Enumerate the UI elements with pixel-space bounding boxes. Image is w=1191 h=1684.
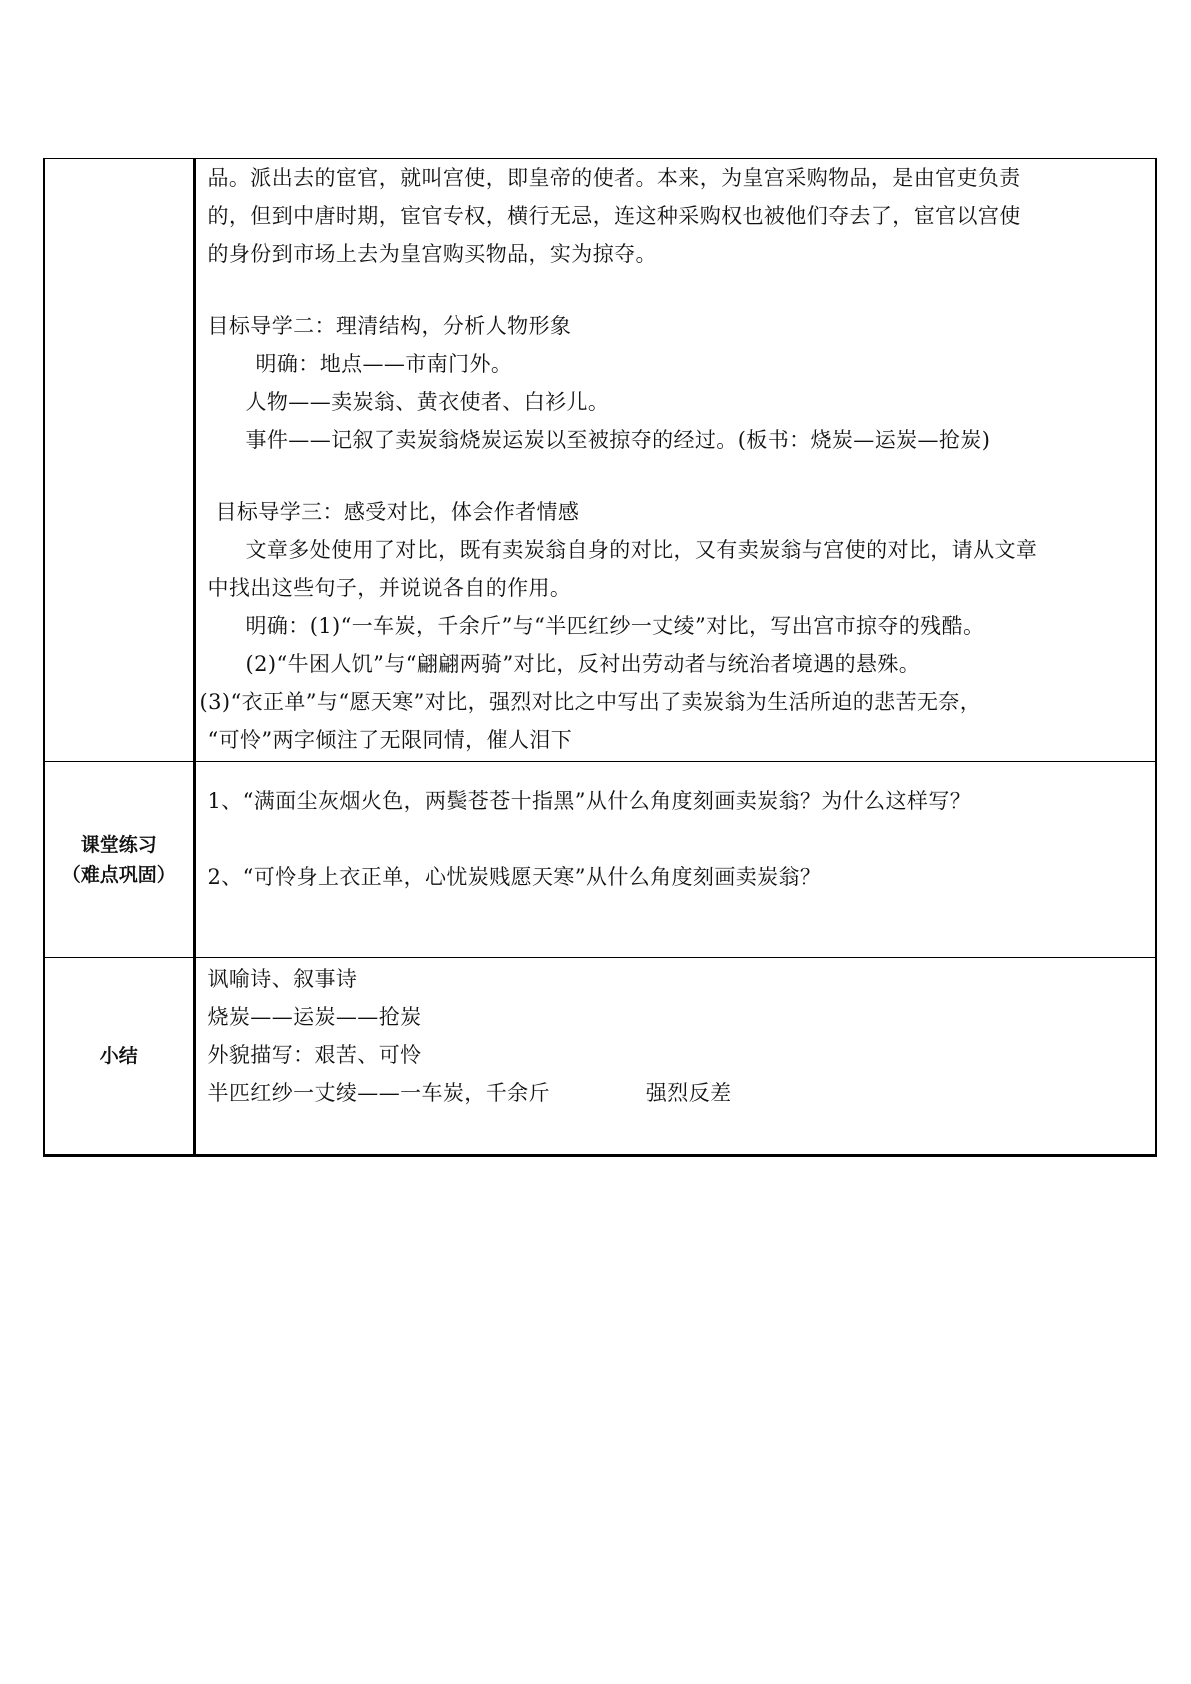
practice-label: 课堂练习 bbox=[80, 833, 157, 856]
practice-question-1: 1、“满面尘灰烟火色，两鬓苍苍十指黑”从什么角度刻画卖炭翁？为什么这样写？ bbox=[207, 789, 972, 813]
practice-sublabel: （难点巩固） bbox=[61, 863, 176, 886]
teaching-process-row bbox=[44, 159, 1156, 762]
lesson-plan-table bbox=[43, 158, 1157, 1157]
goal2-event: 事件——记叙了卖炭翁烧炭运炭以至被掠夺的经过。(板书：烧炭—运炭—抢炭) bbox=[245, 428, 991, 452]
empty-label-cell bbox=[44, 159, 194, 762]
summary-line-4-right: 强烈反差 bbox=[645, 1081, 732, 1105]
practice-label-cell bbox=[44, 762, 194, 958]
goal3-title: 目标导学三：感受对比，体会作者情感 bbox=[215, 500, 580, 524]
intro-line-2: 的，但到中唐时期，宦官专权，横行无忌，连这种采购权也被他们夺去了，宦官以宫使 bbox=[207, 204, 1021, 228]
summary-label-cell bbox=[44, 958, 194, 1156]
goal2-title: 目标导学二：理清结构，分析人物形象 bbox=[207, 314, 572, 338]
goal3-answer-3-line-2: “可怜”两字倾注了无限同情，催人泪下 bbox=[207, 728, 573, 752]
practice-question-2: 2、“可怜身上衣正单，心忧炭贱愿天寒”从什么角度刻画卖炭翁？ bbox=[207, 865, 822, 889]
summary-row bbox=[44, 958, 1156, 1156]
teaching-process-cell bbox=[194, 159, 1156, 762]
intro-line-3: 的身份到市场上去为皇宫购买物品，实为掠夺。 bbox=[207, 242, 657, 266]
summary-line-2: 烧炭——运炭——抢炭 bbox=[207, 1005, 422, 1029]
goal3-answer-2: (2)“牛困人饥”与“翩翩两骑”对比，反衬出劳动者与统治者境遇的悬殊。 bbox=[245, 652, 921, 676]
goal3-prompt-line-2: 中找出这些句子，并说说各自的作用。 bbox=[207, 576, 572, 600]
summary-label: 小结 bbox=[99, 1045, 138, 1067]
summary-content-cell bbox=[194, 958, 1156, 1156]
goal2-place: 明确：地点——市南门外。 bbox=[255, 352, 513, 376]
intro-line-1: 品。派出去的宦官，就叫宫使，即皇帝的使者。本来，为皇宫采购物品，是由官吏负责 bbox=[207, 166, 1021, 190]
summary-line-3: 外貌描写：艰苦、可怜 bbox=[207, 1043, 422, 1067]
practice-row bbox=[44, 762, 1156, 958]
goal3-prompt-line-1: 文章多处使用了对比，既有卖炭翁自身的对比，又有卖炭翁与宫使的对比，请从文章 bbox=[245, 538, 1038, 562]
practice-content-cell bbox=[194, 762, 1156, 958]
summary-line-4 bbox=[208, 1074, 1144, 1112]
goal2-people: 人物——卖炭翁、黄衣使者、白衫儿。 bbox=[245, 390, 610, 414]
summary-line-4-left: 半匹红纱一丈绫——一车炭，千余斤 bbox=[207, 1081, 550, 1105]
goal3-answer-3-line-1: (3)“衣正单”与“愿天寒”对比，强烈对比之中写出了卖炭翁为生活所迫的悲苦无奈， bbox=[199, 690, 982, 714]
goal3-answer-1: 明确：(1)“一车炭，千余斤”与“半匹红纱一丈绫”对比，写出宫市掠夺的残酷。 bbox=[245, 614, 985, 638]
summary-line-1: 讽喻诗、叙事诗 bbox=[207, 967, 358, 991]
